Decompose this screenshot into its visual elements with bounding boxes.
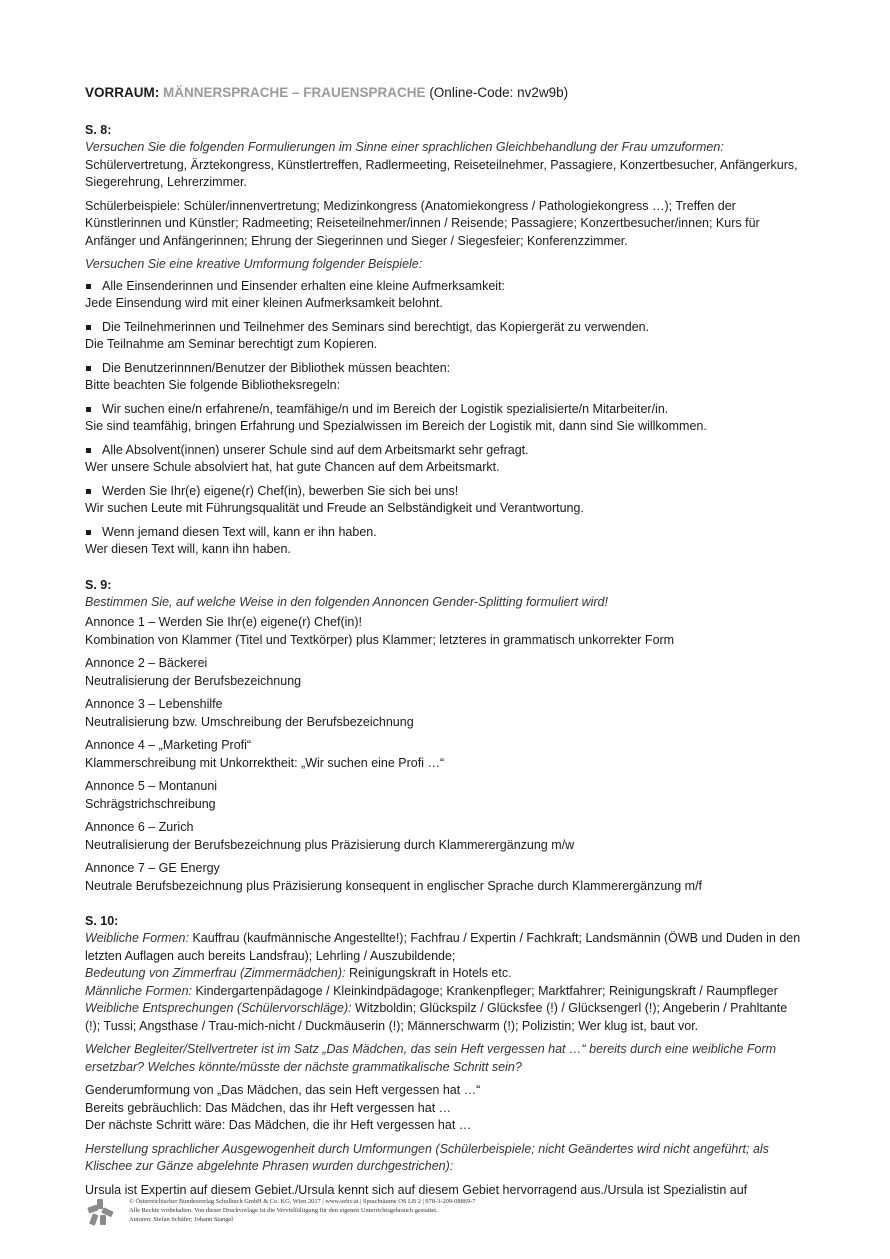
s10-text-1: Kauffrau (kaufmännische Angestellte!); Fachfrau / Expertin / Fachkraft; Landsmännin (ÖWB und Duden in den letzten Auflagen auch bereits Landsfrau); Lehrling / Auszubildende; bbox=[85, 931, 801, 963]
bullet-question bbox=[85, 483, 805, 501]
bullet-question bbox=[85, 442, 805, 460]
example-reformulation: Bitte beachten Sie folgende Bibliotheksregeln: bbox=[85, 378, 341, 392]
annonce-item bbox=[85, 614, 805, 649]
annonce-description: Kombination von Klammer (Titel und Textkörper) plus Klammer; letzteres in grammatisch unkorrekter Form bbox=[85, 632, 675, 647]
list-item bbox=[85, 360, 805, 395]
annonce-title: Annonce 3 – Lebenshilfe bbox=[85, 697, 223, 711]
example-reformulation: Wir suchen Leute mit Führungsqualität und Freude an Selbständigkeit und Verantwortung. bbox=[85, 501, 584, 515]
s10-maennliche-formen bbox=[85, 983, 805, 1001]
s10-question-3: Herstellung sprachlicher Ausgewogenheit durch Umformungen (Schülerbeispiele; nicht Geändertes wird nicht angeführt; als Klischee zur Gänze abgelehnte Phrasen wurden durchgestrichen): bbox=[85, 1141, 769, 1173]
title-vorraum: VORRAUM: bbox=[85, 85, 160, 100]
title-online-code: (Online-Code: nv2w9b) bbox=[429, 85, 569, 100]
footer-authors: Autoren: Stefan Schäfer; Johann Stangel bbox=[129, 1216, 233, 1223]
s8-instruction: Versuchen Sie die folgenden Formulierungen im Sinne einer sprachlichen Gleichbehandlung der Frau umzuformen: bbox=[85, 140, 724, 154]
list-item bbox=[85, 401, 805, 436]
annonce-item bbox=[85, 737, 805, 772]
s8-examples: Schülerbeispiele: Schüler/innenvertretung; Medizinkongress (Anatomiekongress / Pathologiekongress …); Treffen der Künstlerinnen und Künstler; Radmeeting; Reiseteilnehmer/innen / Reisende; Passagiere; Konzertbesucher/innen; Kurs für Anfänger und Anfängerinnen; Ehrung der Siegerinnen und Sieger / Siegesfeier; Konferenzzimmer. bbox=[85, 198, 760, 248]
list-item bbox=[85, 442, 805, 477]
annonce-title: Annonce 6 – Zurich bbox=[85, 820, 194, 834]
bullet-square-icon bbox=[86, 448, 91, 453]
annonce-description: Neutralisierung der Berufsbezeichnung bbox=[85, 673, 302, 688]
example-original: Die Benutzerinnnen/Benutzer der Bibliothek müssen beachten: bbox=[102, 360, 451, 375]
bullet-square-icon bbox=[86, 530, 91, 535]
example-reformulation: Sie sind teamfähig, bringen Erfahrung und Spezialwissen im Bereich der Logistik mit, dann sind Sie willkommen. bbox=[85, 419, 707, 433]
bullet-question bbox=[85, 319, 805, 337]
annonce-item bbox=[85, 655, 805, 690]
section-heading-s10: S. 10: bbox=[85, 914, 119, 928]
annonce-item bbox=[85, 819, 805, 854]
bullet-square-icon bbox=[86, 366, 91, 371]
annonce-title: Annonce 1 – Werden Sie Ihr(e) eigene(r) Chef(in)! bbox=[85, 615, 362, 629]
bullet-question bbox=[85, 278, 805, 296]
s10-text-4: Witzboldin; Glückspilz / Glücksfee (!) / Glücksengerl (!); Angeberin / Prahltante (!); Tussi; Angsthase / Trau-mich-nicht / Duckmäuserin (!); Männerschwarm (!); Polizistin; Wer klug ist, baut vor. bbox=[85, 1001, 788, 1033]
annonce-description: Klammerschreibung mit Unkorrektheit: „Wir suchen eine Profi …“ bbox=[85, 755, 445, 770]
s10-answer-2-line-2: Bereits gebräuchlich: Das Mädchen, das ihr Heft vergessen hat … bbox=[85, 1100, 452, 1115]
section-heading-s9: S. 9: bbox=[85, 577, 112, 592]
s10-text-2: Reinigungskraft in Hotels etc. bbox=[345, 966, 512, 980]
example-reformulation: Wer unsere Schule absolviert hat, hat gute Chancen auf dem Arbeitsmarkt. bbox=[85, 460, 500, 474]
list-item bbox=[85, 483, 805, 518]
s9-annonce-list bbox=[85, 614, 805, 895]
s10-label-1: Weibliche Formen: bbox=[85, 931, 189, 945]
example-original: Alle Einsenderinnen und Einsender erhalten eine kleine Aufmerksamkeit: bbox=[102, 278, 506, 293]
s10-zimmerfrau bbox=[85, 965, 805, 983]
section-heading-s8: S. 8: bbox=[85, 123, 112, 137]
annonce-item bbox=[85, 696, 805, 731]
s8-instruction-2: Versuchen Sie eine kreative Umformung folgender Beispiele: bbox=[85, 257, 423, 271]
s9-instruction: Bestimmen Sie, auf welche Weise in den folgenden Annoncen Gender-Splitting formuliert wird! bbox=[85, 594, 608, 609]
annonce-title: Annonce 7 – GE Energy bbox=[85, 861, 220, 875]
example-original: Werden Sie Ihr(e) eigene(r) Chef(in), bewerben Sie sich bei uns! bbox=[102, 483, 459, 498]
s10-label-3: Männliche Formen: bbox=[85, 983, 192, 998]
example-reformulation: Jede Einsendung wird mit einer kleinen Aufmerksamkeit belohnt. bbox=[85, 296, 443, 310]
annonce-description: Schrägstrichschreibung bbox=[85, 796, 216, 811]
example-original: Alle Absolvent(innen) unserer Schule sind auf dem Arbeitsmarkt sehr gefragt. bbox=[102, 442, 529, 457]
annonce-title: Annonce 2 – Bäckerei bbox=[85, 656, 208, 670]
example-original: Die Teilnehmerinnen und Teilnehmer des Seminars sind berechtigt, das Kopiergerät zu verwenden. bbox=[102, 319, 650, 334]
bullet-square-icon bbox=[86, 325, 91, 330]
example-original: Wir suchen eine/n erfahrene/n, teamfähige/n und im Bereich der Logistik spezialisierte/n Mitarbeiter/in. bbox=[102, 401, 669, 416]
bullet-square-icon bbox=[86, 284, 91, 289]
document-page bbox=[85, 84, 805, 1199]
annonce-title: Annonce 4 – „Marketing Profi“ bbox=[85, 738, 252, 752]
s10-answer-3: Ursula ist Expertin auf diesem Gebiet./Ursula kennt sich auf diesem Gebiet hervorragend aus./Ursula ist Spezialistin auf bbox=[85, 1182, 748, 1197]
s10-label-2: Bedeutung von Zimmerfrau (Zimmermädchen): bbox=[85, 966, 346, 980]
s8-example-list bbox=[85, 278, 805, 559]
s10-answer-2-line-1: Genderumformung von „Das Mädchen, das sein Heft vergessen hat …“ bbox=[85, 1083, 481, 1097]
footer-copyright: © Österreichischer Bundesverlag Schulbuch GmbH & Co. KG, Wien 2017 | www.oebv.at | Sprachräume OS LB 2 | 978-3-209-08869-7 bbox=[129, 1198, 476, 1205]
title-topic: MÄNNERSPRACHE – FRAUENSPRACHE bbox=[163, 85, 426, 100]
s10-answer-2-line-3: Der nächste Schritt wäre: Das Mädchen, die ihr Heft vergessen hat … bbox=[85, 1118, 472, 1132]
list-item bbox=[85, 524, 805, 559]
publisher-logo-icon bbox=[85, 1197, 115, 1227]
annonce-description: Neutrale Berufsbezeichnung plus Präzisierung konsequent in englischer Sprache durch Klammerergänzung m/f bbox=[85, 878, 703, 893]
page-footer bbox=[85, 1197, 805, 1227]
bullet-question bbox=[85, 401, 805, 419]
list-item bbox=[85, 319, 805, 354]
bullet-question bbox=[85, 524, 805, 542]
list-item bbox=[85, 278, 805, 313]
annonce-description: Neutralisierung bzw. Umschreibung der Berufsbezeichnung bbox=[85, 714, 414, 729]
s10-weibliche-formen bbox=[85, 930, 805, 965]
s8-terms: Schülervertretung, Ärztekongress, Künstlertreffen, Radlermeeting, Reiseteilnehmer, Passagiere, Konzertbesucher, Anfängerkurs, Siegerehrung, Lehrerzimmer. bbox=[85, 157, 798, 189]
s10-weibliche-entsprechungen bbox=[85, 1000, 805, 1035]
example-original: Wenn jemand diesen Text will, kann er ihn haben. bbox=[102, 524, 377, 539]
page-title bbox=[85, 84, 805, 102]
s10-question-2: Welcher Begleiter/Stellvertreter ist im Satz „Das Mädchen, das sein Heft vergessen hat …“ bereits durch eine weibliche Form ersetzbar? Welches könnte/müsste der nächste grammatikalische Schritt sein? bbox=[85, 1042, 777, 1074]
s10-label-4: Weibliche Entsprechungen (Schülervorschläge): bbox=[85, 1001, 352, 1015]
annonce-item bbox=[85, 778, 805, 813]
annonce-title: Annonce 5 – Montanuni bbox=[85, 779, 218, 793]
s10-text-3: Kindergartenpädagoge / Kleinkindpädagoge; Krankenpfleger; Marktfahrer; Reinigungskraft / Raumpfleger bbox=[192, 983, 778, 998]
bullet-square-icon bbox=[86, 489, 91, 494]
footer-rights: Alle Rechte vorbehalten. Von dieser Druckvorlage ist die Vervielfältigung für den eigenen Unterrichtsgebrauch gestattet. bbox=[129, 1207, 438, 1214]
example-reformulation: Wer diesen Text will, kann ihn haben. bbox=[85, 542, 291, 556]
annonce-description: Neutralisierung der Berufsbezeichnung plus Präzisierung durch Klammerergänzung m/w bbox=[85, 837, 575, 852]
example-reformulation: Die Teilnahme am Seminar berechtigt zum Kopieren. bbox=[85, 337, 378, 351]
annonce-item bbox=[85, 860, 805, 895]
bullet-question bbox=[85, 360, 805, 378]
bullet-square-icon bbox=[86, 407, 91, 412]
